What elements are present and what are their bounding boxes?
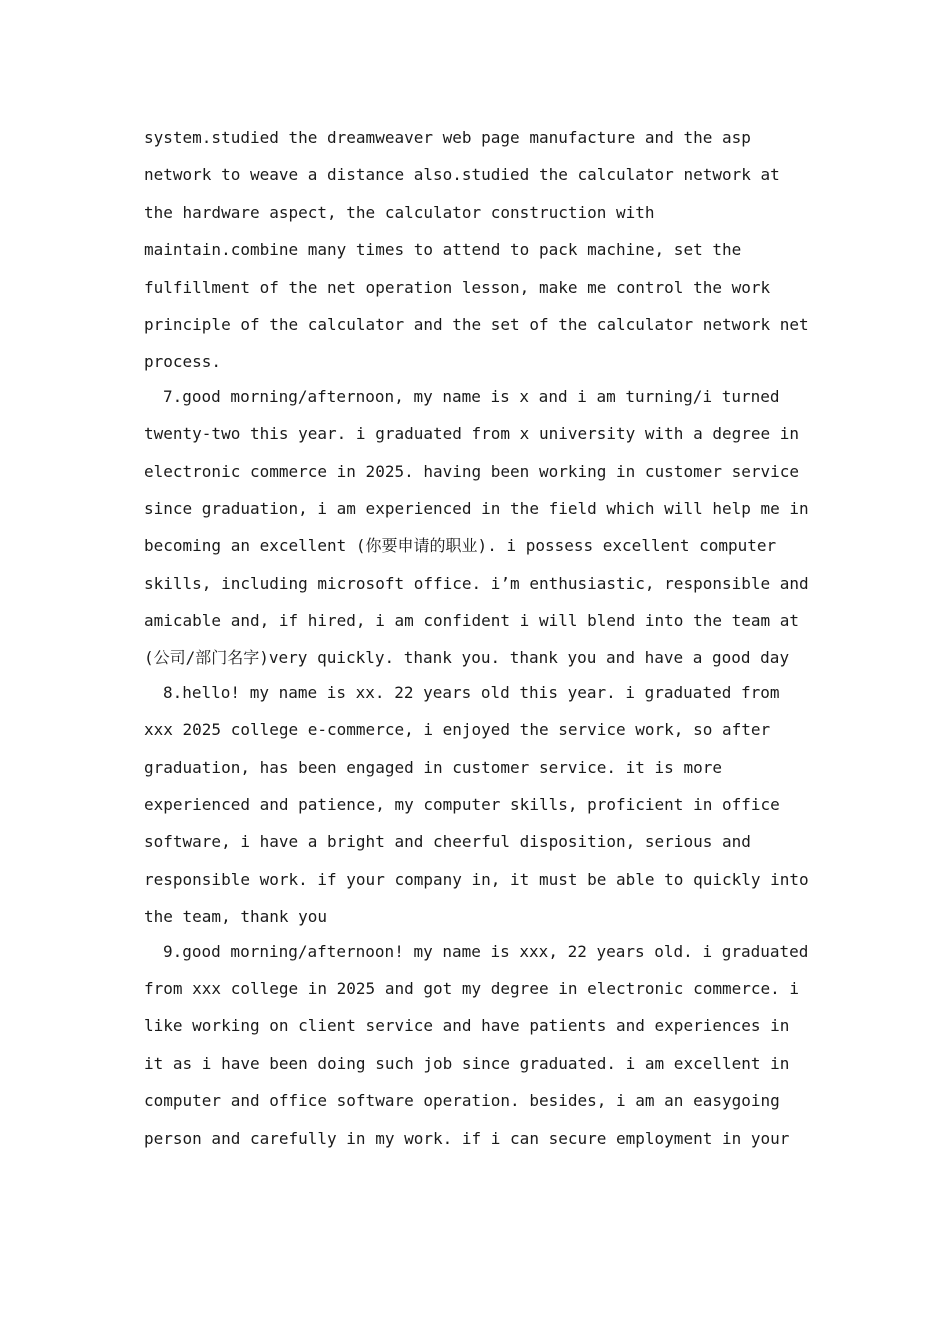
text-line: becoming an excellent (你要申请的职业). i possess excellent computer [144,536,777,556]
text-line: person and carefully in my work. if i can secure employment in your [144,1128,790,1148]
paragraph-9 [144,933,814,1157]
text-line: the hardware aspect, the calculator construction with [144,202,655,222]
text-line: fulfillment of the net operation lesson, make me control the work [144,277,771,297]
document-body [144,119,814,1157]
text-line: process. [144,352,222,372]
text-line: 7.good morning/afternoon, my name is x and i am turning/i turned [163,386,780,406]
text-line: the team, thank you [144,907,328,927]
text-line: network to weave a distance also.studied the calculator network at [144,165,780,185]
text-line: since graduation, i am experienced in the field which will help me in [144,498,809,518]
text-line: xxx 2025 college e-commerce, i enjoyed the service work, so after [144,720,771,740]
text-line: (公司/部门名字)very quickly. thank you. thank you and have a good day [144,648,790,668]
text-line: like working on client service and have patients and experiences in [144,1016,790,1036]
paragraph-7 [144,378,814,677]
paragraph-6-continued [144,119,814,381]
text-line: skills, including microsoft office. i’m enthusiastic, responsible and [144,573,809,593]
text-line: system.studied the dreamweaver web page manufacture and the asp [144,128,751,147]
text-line: graduation, has been engaged in customer service. it is more [144,757,722,777]
text-line: twenty-two this year. i graduated from x university with a degree in [144,424,800,444]
text-line: it as i have been doing such job since graduated. i am excellent in [144,1053,790,1073]
text-line: experienced and patience, my computer skills, proficient in office [144,795,780,815]
text-line: 9.good morning/afternoon! my name is xxx, 22 years old. i graduated [163,941,809,961]
text-line: from xxx college in 2025 and got my degree in electronic commerce. i [144,978,800,998]
text-line: computer and office software operation. besides, i am an easygoing [144,1091,780,1111]
text-line: responsible work. if your company in, it must be able to quickly into [144,869,809,889]
text-line: maintain.combine many times to attend to pack machine, set the [144,240,742,260]
text-line: principle of the calculator and the set of the calculator network net [144,314,809,334]
text-line: amicable and, if hired, i am confident i will blend into the team at [144,611,800,631]
paragraph-8 [144,674,814,936]
text-line: electronic commerce in 2025. having been working in customer service [144,461,800,481]
text-line: 8.hello! my name is xx. 22 years old this year. i graduated from [163,682,780,702]
text-line: software, i have a bright and cheerful disposition, serious and [144,832,751,852]
